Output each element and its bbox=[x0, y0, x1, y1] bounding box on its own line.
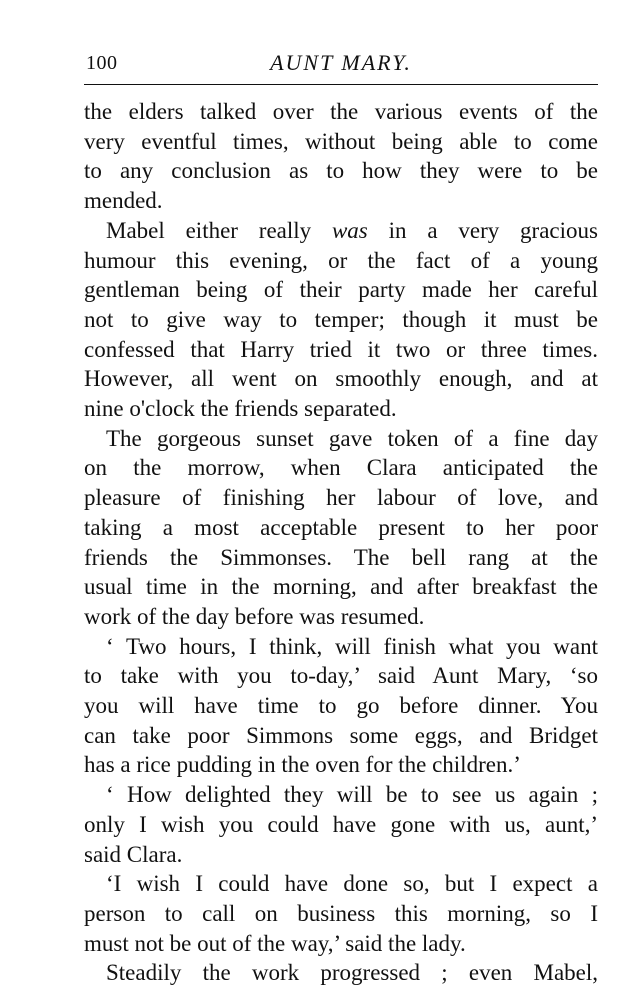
running-title: AUNT MARY. bbox=[270, 50, 412, 75]
text-line: only I wish you could have gone with us, aunt,’ bbox=[84, 811, 598, 837]
text-line: ‘I wish I could have done so, but I expect a bbox=[106, 871, 598, 897]
text-line: However, all went on smoothly enough, and at bbox=[84, 366, 598, 392]
text-line: taking a most acceptable present to her poor bbox=[84, 514, 598, 540]
text-line: nine o'clock the friends separated. bbox=[84, 396, 397, 422]
text-line: confessed that Harry tried it two or three times. bbox=[84, 336, 598, 362]
text-line: to any conclusion as to how they were to be bbox=[84, 158, 598, 184]
text-line bbox=[84, 216, 598, 246]
paragraph-4 bbox=[84, 632, 598, 781]
text-line: mended. bbox=[84, 188, 163, 214]
page-number: 100 bbox=[86, 52, 118, 74]
paragraph-5 bbox=[84, 780, 598, 869]
text-line: work of the day before was resumed. bbox=[84, 603, 425, 629]
emphasis-word: was bbox=[331, 217, 368, 243]
text-line: ‘ How delighted they will be to see us again ; bbox=[106, 782, 598, 808]
text-line: has a rice pudding in the oven for the children.’ bbox=[84, 752, 521, 778]
paragraph-1 bbox=[84, 97, 598, 216]
text-run: Mabel either really bbox=[106, 217, 332, 243]
text-line: usual time in the morning, and after breakfast the bbox=[84, 574, 598, 600]
header-rule bbox=[84, 84, 598, 85]
body-text bbox=[84, 97, 598, 988]
text-line: said Clara. bbox=[84, 841, 183, 867]
text-line: to take with you to-day,’ said Aunt Mary, ‘so bbox=[84, 663, 598, 689]
text-line: Steadily the work progressed ; even Mabel, bbox=[106, 960, 598, 986]
text-line: gentleman being of their party made her careful bbox=[84, 277, 598, 303]
text-line: pleasure of finishing her labour of love, and bbox=[84, 485, 598, 511]
text-line: very eventful times, without being able to come bbox=[84, 128, 598, 154]
text-run: in a very gracious bbox=[367, 217, 598, 243]
text-line: the elders talked over the various events of the bbox=[84, 99, 598, 124]
paragraph-3 bbox=[84, 424, 598, 632]
paragraph-2 bbox=[84, 216, 598, 424]
paragraph-6 bbox=[84, 869, 598, 958]
text-line: can take poor Simmons some eggs, and Bridget bbox=[84, 722, 598, 748]
text-line: not to give way to temper; though it must be bbox=[84, 306, 598, 332]
text-line: friends the Simmonses. The bell rang at the bbox=[84, 544, 598, 570]
text-line: The gorgeous sunset gave token of a fine day bbox=[106, 425, 598, 451]
text-line: on the morrow, when Clara anticipated the bbox=[84, 455, 598, 481]
paragraph-7 bbox=[84, 958, 598, 988]
text-line: humour this evening, or the fact of a young bbox=[84, 247, 598, 273]
text-line: ‘ Two hours, I think, will finish what you want bbox=[106, 633, 598, 659]
text-line: must not be out of the way,’ said the lady. bbox=[84, 930, 466, 956]
text-line: you will have time to go before dinner. You bbox=[84, 693, 598, 719]
running-head bbox=[84, 48, 598, 82]
text-line: person to call on business this morning, so I bbox=[84, 900, 598, 926]
